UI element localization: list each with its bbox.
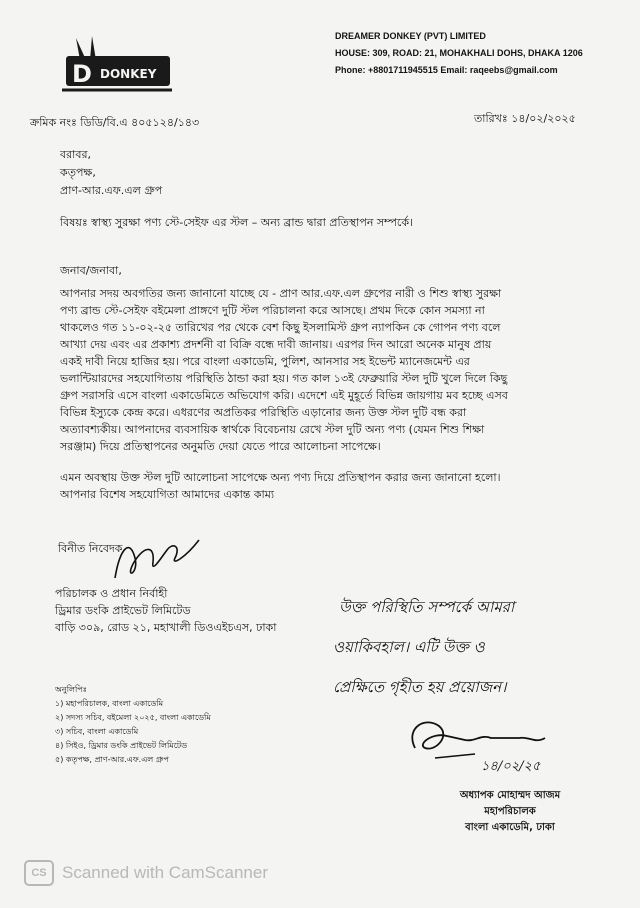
body-line: আখ্যা দেয় এবং এর প্রকাশ্য প্রদর্শনী বা বিক্রি বন্ধে দাবী জানায়। এরপর দিন আরো অনেক মানুষ প্রায় [60, 338, 492, 351]
company-info [335, 28, 635, 79]
letter-date: তারিখঃ ১৪/০২/২০২৫ [474, 112, 576, 125]
subject-line: বিষয়ঃ স্বাস্থ্য সুরক্ষা পণ্য স্টে-সেইফ এর স্টল – অন্য ব্রান্ড দ্বারা প্রতিস্থাপন সম্পর্কে। [60, 216, 413, 229]
official-title: মহাপরিচালক [484, 806, 536, 817]
body-line: থাকলেও গত ১১-০২-২৫ তারিখের পর থেকে বেশ কিছু ইসলামিস্ট গ্রুপ ন্যাপকিন কে গোপন পণ্য বলে [60, 321, 501, 334]
address-line: কতৃপক্ষ, [60, 166, 96, 179]
sender-block [55, 585, 276, 636]
body-line: গ্রুপ সরাসরি এসে বাংলা একাডেমিতে অভিযোগ করি। এদেশে এই মুহূর্তে বিভিন্ন জায়গায় মব হচ্ছে এসব [60, 389, 508, 402]
address-line: বরাবর, [60, 148, 92, 161]
handwritten-line: প্রেক্ষিতে গৃহীত হয় প্রয়োজন। [333, 678, 507, 696]
letter-conclusion [60, 469, 615, 503]
sender-address: বাড়ি ৩০৯, রোড ২১, মহাখালী ডিওএইচএস, ঢাকা [55, 621, 277, 634]
camscanner-logo-icon: CS [24, 860, 54, 886]
sender-company: ড্রিমার ডংকি প্রাইভেট লিমিটেড [55, 604, 191, 617]
svg-text:DONKEY: DONKEY [100, 67, 157, 81]
svg-text:D: D [72, 60, 92, 88]
body-line: পণ্য ব্রান্ড স্টে-সেইফ বইমেলা প্রাঙ্গণে দুটি স্টল পরিচালনা করে আসছে। প্রথম দিকে কোন সমস্যা না [60, 304, 485, 317]
company-name: DREAMER DONKEY (PVT) LIMITED [335, 31, 486, 41]
handwritten-date: ১৪/০২/২৫ [481, 759, 541, 774]
company-house: HOUSE: 309, ROAD: 21, MOHAKHALI DOHS, DHAKA 1206 [335, 48, 583, 58]
dreamer-donkey-logo [52, 30, 182, 100]
handwritten-line: উক্ত পরিস্থিতি সম্পর্কে আমরা [339, 598, 515, 616]
handwritten-note [325, 580, 625, 710]
body-line: অত্যাবশ্যকীয়। আপনাদের ব্যবসায়িক স্বার্থকে বিবেচনায় রেখে স্টল দুটি অন্য পণ্য (যেমন শিশু শিক্ষা [60, 423, 485, 436]
copy-item: ৫) কতৃপক্ষ, প্রাণ-আর.এফ.এল গ্রুপ [55, 755, 169, 764]
official-block [420, 788, 600, 836]
official-name: অধ্যাপক মোহাম্মদ আজম [459, 790, 561, 801]
body-line: সরঞ্জাম) দিয়ে প্রতিস্থাপনের অনুমতি দেয়া যেতে পারে আলোচনা সাপেক্ষে। [60, 440, 381, 453]
sender-signature [95, 528, 205, 588]
recipient-address [60, 146, 162, 200]
body-line: একই দাবী নিয়ে হাজির হয়। পরে বাংলা একাডেমি, পুলিশ, আনসার সহ ইভেন্ট ম্যানেজমেন্ট এর [60, 355, 470, 368]
salutation: জনাব/জনাবা, [60, 264, 122, 277]
closing: বিনীত নিবেদক [58, 542, 123, 555]
director-general-signature [395, 708, 585, 780]
body-line: আপনার সদয় অবগতির জন্য জানানো যাচ্ছে যে - প্রাণ আর.এফ.এল গ্রুপের নারী ও শিশু স্বাস্থ্য সুরক্ষা [60, 287, 502, 300]
copy-item: ৪) সিইও, ড্রিমার ডংকি প্রাইভেট লিমিটেড [55, 741, 188, 750]
letter-body [60, 285, 615, 455]
copies-heading: অনুলিপিঃ [55, 685, 87, 694]
official-org: বাংলা একাডেমি, ঢাকা [465, 822, 555, 833]
body-line: আপনার বিশেষ সহযোগিতা আমাদের একান্ত কাম্য [60, 488, 275, 501]
camscanner-watermark [24, 860, 268, 886]
copy-item: ৩) সচিব, বাংলা একাডেমি [55, 727, 139, 736]
sender-title: পরিচালক ও প্রধান নির্বাহী [55, 587, 168, 600]
handwritten-line: ওয়াকিবহাল। এটি উক্ত ও [333, 638, 485, 656]
copies-list [55, 683, 211, 767]
copy-item: ১) মহাপরিচালক, বাংলা একাডেমি [55, 699, 164, 708]
address-line: প্রাণ-আর.এফ.এল গ্রুপ [60, 184, 163, 197]
body-line: ভলান্টিয়ারদের সহযোগিতায় পরিস্থিতি ঠান্ডা করা হয়। গত কাল ১৩ই ফেব্রুয়ারি স্টল দুটি খুলে দিলে কিছু [60, 372, 508, 385]
body-line: বিভিন্ন ইস্যুকে কেন্দ্র করে। এধরণের অপ্রতিকর পরিস্থিতি এড়ানোর জন্য উক্ত স্টল দুটি বন্ধ করা [60, 406, 467, 419]
copy-item: ২) সদস্য সচিব, বইমেলা ২০২৫, বাংলা একাডেমি [55, 713, 211, 722]
watermark-text: Scanned with CamScanner [62, 863, 269, 882]
company-contact: Phone: +8801711945515 Email: raqeebs@gmail.com [335, 65, 558, 75]
body-line: এমন অবস্থায় উক্ত স্টল দুটি আলোচনা সাপেক্ষে অন্য পণ্য দিয়ে প্রতিস্থাপন করার জন্য জানানো হলো। [60, 471, 501, 484]
memo-number: ক্রমিক নংঃ ডিডি/বি.এ ৪০৫১২৪/১৪৩ [30, 116, 200, 129]
